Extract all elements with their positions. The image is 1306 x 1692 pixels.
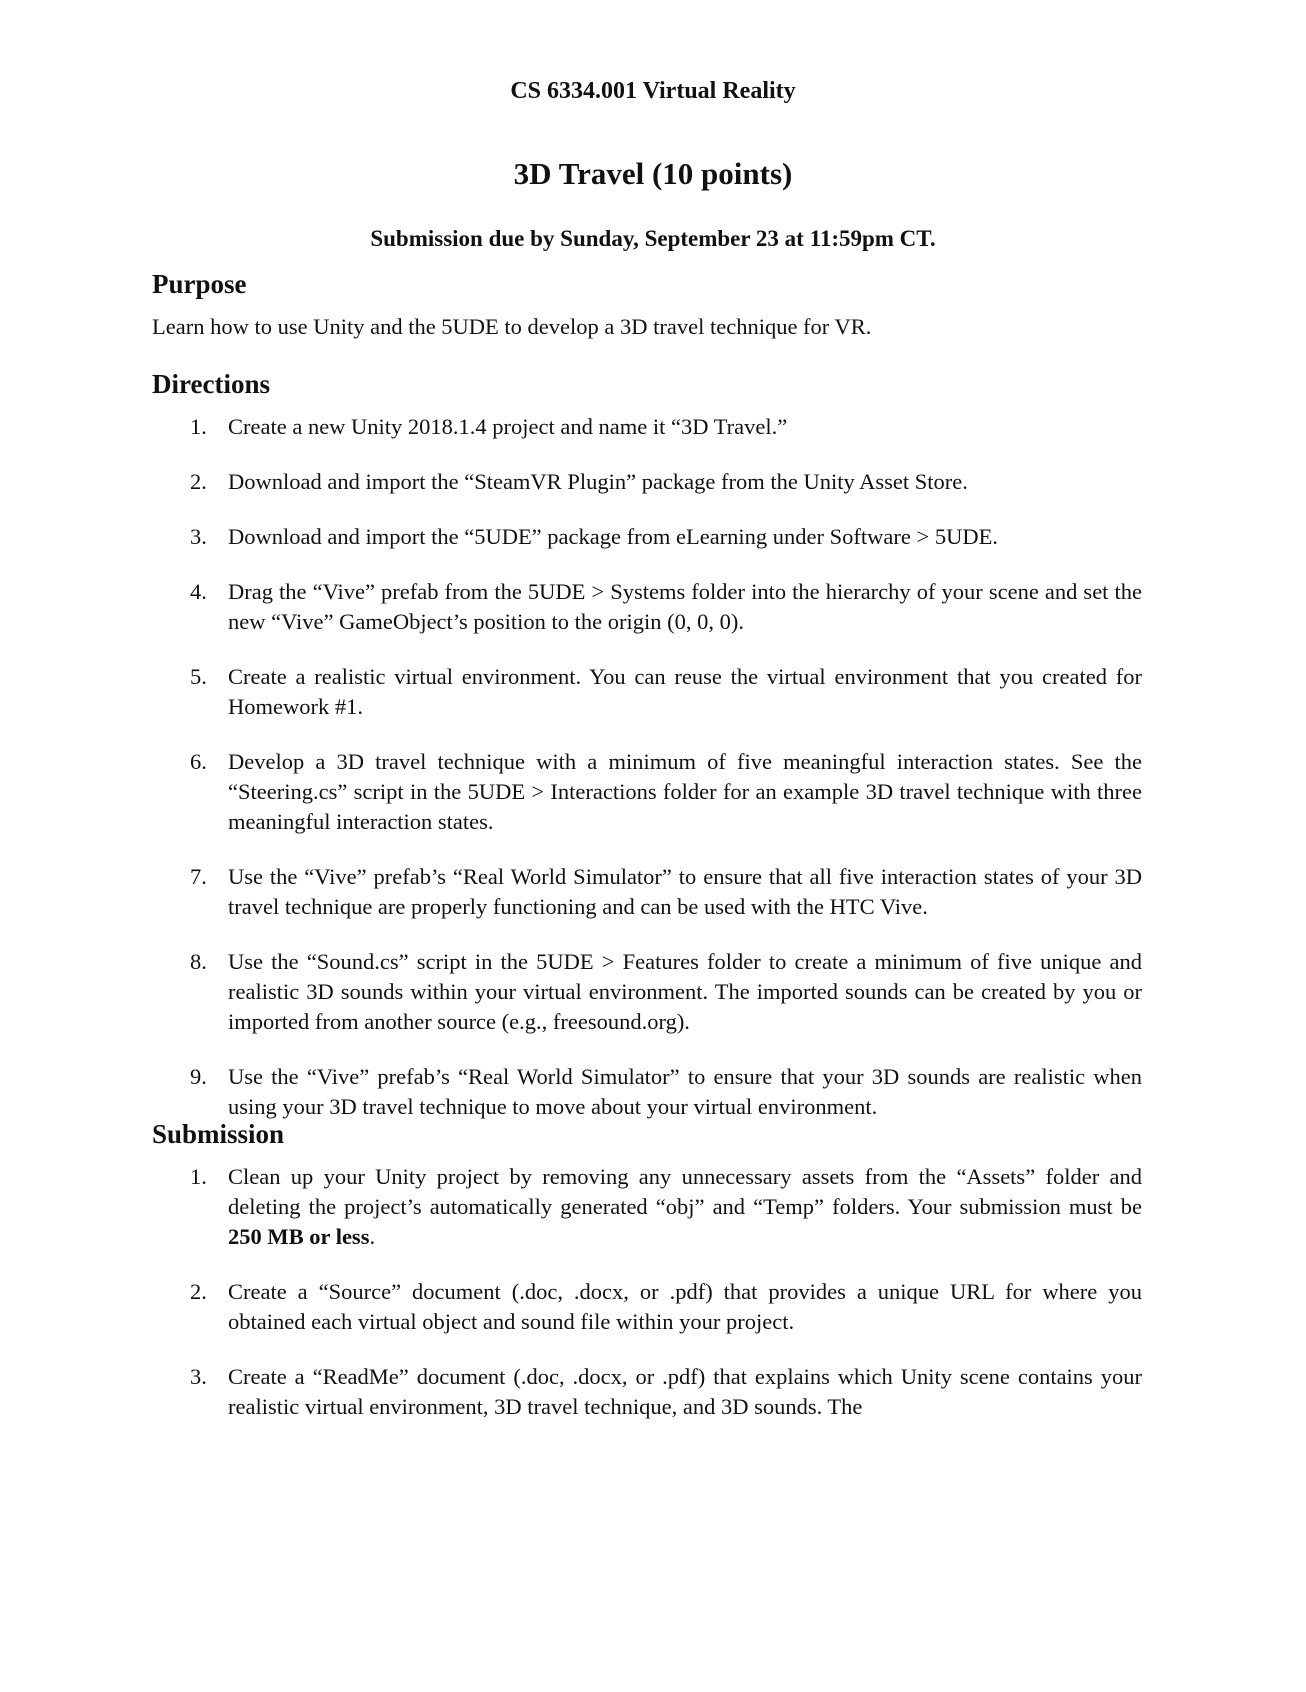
purpose-text: Learn how to use Unity and the 5UDE to develop a 3D travel technique for VR. xyxy=(152,314,872,339)
list-text: Download and import the “5UDE” package from eLearning under Software > 5UDE. xyxy=(228,524,998,549)
list-number: 1. xyxy=(190,1164,207,1189)
list-text: Use the “Vive” prefab’s “Real World Simulator” to ensure that your 3D sounds are realistic when using your 3D travel technique to move about your virtual environment. xyxy=(228,1064,1142,1119)
list-number: 5. xyxy=(190,664,207,689)
list-text: Create a “Source” document (.doc, .docx, or .pdf) that provides a unique URL for where you obtained each virtual object and sound file within your project. xyxy=(228,1279,1142,1334)
list-item xyxy=(152,467,1142,497)
due-date: Submission due by Sunday, September 23 at 11:59pm CT. xyxy=(370,226,936,251)
list-item xyxy=(152,1062,1142,1122)
submission-heading: Submission xyxy=(152,1119,285,1149)
list-text: Use the “Sound.cs” script in the 5UDE > Features folder to create a minimum of five unique and realistic 3D sounds within your virtual environment. The imported sounds can be created by you or imported from another source (e.g., freesound.org). xyxy=(228,949,1142,1034)
list-item xyxy=(152,1162,1142,1252)
list-number: 3. xyxy=(190,1364,207,1389)
list-item xyxy=(152,1362,1142,1422)
list-number: 3. xyxy=(190,524,207,549)
list-text: Clean up your Unity project by removing any unnecessary assets from the “Assets” folder and deleting the project’s automatically generated “obj” and “Temp” folders. Your submission must be xyxy=(228,1164,1142,1219)
list-text: Download and import the “SteamVR Plugin” package from the Unity Asset Store. xyxy=(228,469,968,494)
purpose-heading: Purpose xyxy=(152,269,247,299)
list-number: 2. xyxy=(190,1279,207,1304)
list-number: 1. xyxy=(190,414,207,439)
list-text: Create a new Unity 2018.1.4 project and name it “3D Travel.” xyxy=(228,414,788,439)
list-number: 9. xyxy=(190,1064,207,1089)
list-item xyxy=(152,747,1142,837)
list-text: Develop a 3D travel technique with a minimum of five meaningful interaction states. See the “Steering.cs” script in the 5UDE > Interactions folder for an example 3D travel technique with three meaningful interaction states. xyxy=(228,749,1142,834)
list-number: 7. xyxy=(190,864,207,889)
list-item xyxy=(152,522,1142,552)
list-number: 6. xyxy=(190,749,207,774)
list-text: Use the “Vive” prefab’s “Real World Simulator” to ensure that all five interaction states of your 3D travel technique are properly functioning and can be used with the HTC Vive. xyxy=(228,864,1142,919)
list-item xyxy=(152,662,1142,722)
list-number: 4. xyxy=(190,579,207,604)
list-item xyxy=(152,412,1142,442)
list-item xyxy=(152,947,1142,1037)
list-text: Create a realistic virtual environment. You can reuse the virtual environment that you created for Homework #1. xyxy=(228,664,1142,719)
list-item xyxy=(152,862,1142,922)
list-text: Create a “ReadMe” document (.doc, .docx, or .pdf) that explains which Unity scene contains your realistic virtual environment, 3D travel technique, and 3D sounds. The xyxy=(228,1364,1142,1419)
assignment-title: 3D Travel (10 points) xyxy=(513,156,793,191)
list-text: Drag the “Vive” prefab from the 5UDE > Systems folder into the hierarchy of your scene and set the new “Vive” GameObject’s position to the origin (0, 0, 0). xyxy=(228,579,1142,634)
directions-list xyxy=(152,412,1142,1147)
directions-heading: Directions xyxy=(152,369,270,399)
list-item xyxy=(152,1277,1142,1337)
list-number: 8. xyxy=(190,949,207,974)
list-number: 2. xyxy=(190,469,207,494)
list-item xyxy=(152,577,1142,637)
course-title: CS 6334.001 Virtual Reality xyxy=(510,78,796,104)
list-text-end: . xyxy=(369,1224,376,1249)
size-limit: 250 MB or less xyxy=(228,1224,370,1249)
submission-list xyxy=(152,1162,1142,1447)
